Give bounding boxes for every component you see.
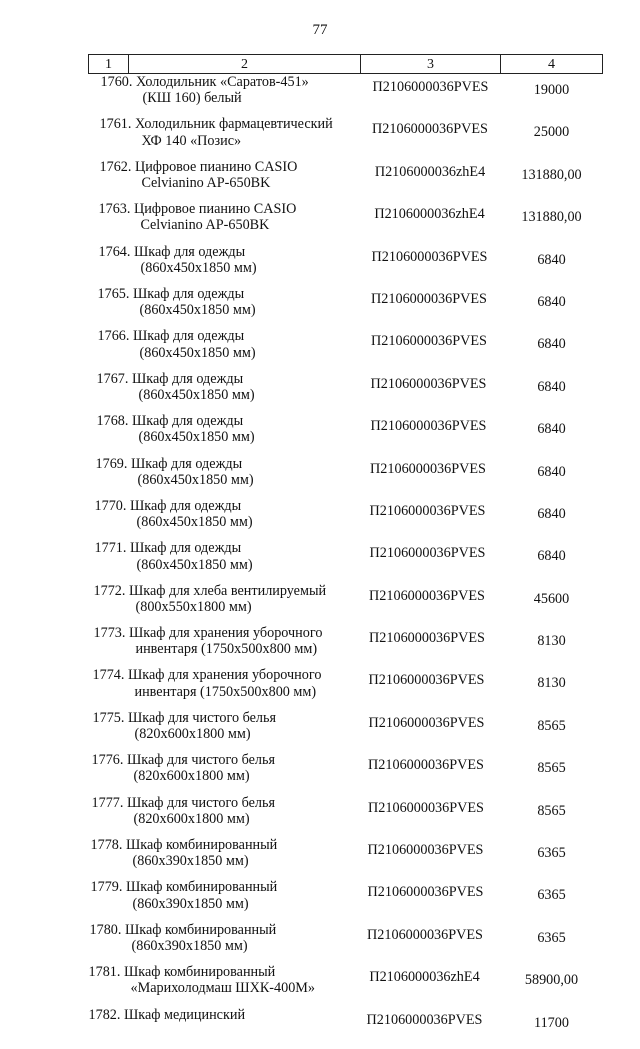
table-row <box>89 667 603 709</box>
item-code: П2106000036PVES <box>368 672 485 689</box>
table-row <box>89 879 603 921</box>
item-name-line-1: Шкаф комбинированный <box>125 837 278 854</box>
table-row <box>89 710 603 752</box>
row-number: 1766. <box>97 328 130 345</box>
item-name-line-2: «Марихолодмаш ШХК-400М» <box>130 980 316 997</box>
item-name-cell <box>89 244 361 286</box>
item-name-cell <box>89 201 361 243</box>
item-name-line-1: Шкаф для хранения уборочного <box>127 667 322 684</box>
item-name-line-2: (820x600x1800 мм) <box>134 726 251 743</box>
item-name-line-1: Шкаф для чистого белья <box>126 752 276 769</box>
item-name-cell <box>89 837 361 879</box>
item-code: П2106000036PVES <box>371 290 487 307</box>
item-name-cell <box>89 879 361 921</box>
item-name-cell <box>89 116 361 158</box>
table-row <box>89 286 603 328</box>
item-code: П2106000036PVES <box>369 587 485 604</box>
item-code: П2106000036PVES <box>369 545 486 562</box>
row-number: 1775. <box>92 709 125 726</box>
table-row <box>89 371 603 413</box>
item-name-cell <box>89 159 361 201</box>
row-number: 1778. <box>90 837 123 854</box>
table-row <box>89 456 603 498</box>
item-name-line-1: Холодильник фармацевтический <box>134 116 333 133</box>
item-code: П2106000036PVES <box>368 757 484 774</box>
row-number: 1780. <box>89 921 122 938</box>
table-body <box>89 74 603 1049</box>
item-code: П2106000036PVES <box>371 248 488 265</box>
item-price: 6840 <box>537 548 566 565</box>
item-code: П2106000036PVES <box>367 884 484 901</box>
table-row <box>89 201 603 243</box>
item-name-cell <box>89 795 361 837</box>
row-number: 1764. <box>98 243 131 260</box>
row-number: 1769. <box>95 455 128 472</box>
item-name-line-2: (860x450x1850 мм) <box>136 514 253 531</box>
row-number: 1768. <box>96 413 129 430</box>
item-name-line-2: (КШ 160) белый <box>142 90 242 107</box>
item-name-cell <box>89 667 361 709</box>
item-name-line-2: (800x550x1800 мм) <box>135 598 252 615</box>
row-number: 1777. <box>91 794 124 811</box>
item-name-line-1: Шкаф для одежды <box>129 497 242 514</box>
item-name-line-2: (860x390x1850 мм) <box>132 895 249 912</box>
item-code: П2106000036zhE4 <box>374 163 486 180</box>
item-price: 131880,00 <box>521 209 582 226</box>
table-row <box>89 752 603 794</box>
item-name-cell <box>89 371 361 413</box>
item-code: П2106000036PVES <box>372 79 489 95</box>
item-price: 6840 <box>537 378 566 395</box>
row-number: 1781. <box>88 964 121 981</box>
item-code: П2106000036PVES <box>368 799 484 816</box>
item-code: П2106000036zhE4 <box>369 969 480 986</box>
row-number: 1774. <box>92 667 125 684</box>
item-name-cell <box>89 710 361 752</box>
item-price: 58900,00 <box>524 972 579 989</box>
item-price: 6840 <box>537 293 566 310</box>
item-name-cell <box>89 752 361 794</box>
item-name-line-1: Шкаф комбинированный <box>124 921 277 938</box>
item-name-line-2: (820x600x1800 мм) <box>133 768 250 785</box>
table-row <box>89 625 603 667</box>
header-col-4: 4 <box>501 55 603 74</box>
item-code: П2106000036PVES <box>369 630 485 647</box>
item-name-line-2: (860x450x1850 мм) <box>138 429 255 446</box>
item-price: 6840 <box>537 421 566 438</box>
row-number: 1763. <box>98 201 131 218</box>
item-name-cell <box>89 74 361 117</box>
item-code: П2106000036PVES <box>370 375 487 392</box>
item-price: 6365 <box>537 929 566 946</box>
item-name-line-2: (860x390x1850 мм) <box>131 938 248 955</box>
table-row <box>89 244 603 286</box>
table-row <box>89 498 603 540</box>
row-number: 1767. <box>96 370 129 387</box>
item-price: 6840 <box>537 463 566 480</box>
item-name-line-2: (860x450x1850 мм) <box>136 556 253 573</box>
table-row <box>89 922 603 964</box>
item-name-line-1: Шкаф для одежды <box>132 285 245 302</box>
item-code: П2106000036PVES <box>370 418 487 435</box>
item-name-line-1: Цифровое пианино CASIO <box>133 201 297 218</box>
item-name-cell <box>89 583 361 625</box>
table-row <box>89 328 603 370</box>
item-name-line-2: (860x450x1850 мм) <box>137 471 254 488</box>
item-name-line-1: Шкаф комбинированный <box>123 964 276 981</box>
row-number: 1779. <box>90 879 123 896</box>
item-name-line-2: инвентаря (1750x500x800 мм) <box>134 683 317 700</box>
row-number: 1761. <box>99 116 132 133</box>
item-name-line-1: Шкаф для одежды <box>129 540 242 557</box>
item-code: П2106000036PVES <box>370 460 486 477</box>
item-name-line-2: инвентаря (1750x500x800 мм) <box>135 641 318 658</box>
item-name-line-2: (860x390x1850 мм) <box>132 853 249 870</box>
item-price: 6365 <box>537 887 566 904</box>
item-name-line-2: (860x450x1850 мм) <box>140 259 257 276</box>
item-name-cell <box>89 498 361 540</box>
row-number: 1771. <box>94 540 127 557</box>
item-price: 11700 <box>534 1014 569 1031</box>
item-price: 6365 <box>537 845 566 862</box>
item-name-line-1: Шкаф комбинированный <box>125 879 278 896</box>
row-number: 1772. <box>93 582 126 599</box>
row-number: 1762. <box>99 158 132 175</box>
inventory-table <box>88 54 603 1049</box>
table-row <box>89 413 603 455</box>
item-name-cell <box>89 1007 361 1049</box>
row-number: 1773. <box>93 625 126 642</box>
item-code: П2106000036PVES <box>371 333 487 350</box>
item-name-cell <box>89 328 361 370</box>
item-name-cell <box>89 456 361 498</box>
item-name-line-1: Шкаф медицинский <box>123 1006 246 1023</box>
item-name-line-1: Шкаф для одежды <box>133 243 246 260</box>
table-row <box>89 116 603 158</box>
item-price: 6840 <box>537 336 566 353</box>
row-number: 1765. <box>97 285 130 302</box>
item-name-line-1: Холодильник «Саратов-451» <box>135 74 309 90</box>
item-name-line-1: Шкаф для хлеба вентилируемый <box>128 582 327 599</box>
table-header <box>89 55 603 74</box>
item-price: 6840 <box>537 251 566 268</box>
item-name-line-1: Цифровое пианино CASIO <box>134 158 298 175</box>
item-price: 8565 <box>537 717 566 734</box>
row-number: 1782. <box>88 1006 121 1023</box>
table-row <box>89 583 603 625</box>
row-number: 1770. <box>94 497 127 514</box>
row-number: 1776. <box>91 752 124 769</box>
item-price: 8130 <box>537 675 566 692</box>
header-col-1: 1 <box>89 55 129 74</box>
table-row <box>89 159 603 201</box>
header-col-3: 3 <box>361 55 501 74</box>
item-name-line-1: Шкаф для одежды <box>131 413 244 430</box>
item-code: П2106000036PVES <box>366 1011 483 1028</box>
item-name-cell <box>89 413 361 455</box>
item-code: П2106000036PVES <box>367 842 484 859</box>
item-price: 45600 <box>533 590 570 607</box>
header-col-2: 2 <box>129 55 361 74</box>
item-price: 131880,00 <box>521 166 582 183</box>
table-row <box>89 1007 603 1049</box>
item-price: 8565 <box>537 760 566 777</box>
item-name-line-1: Шкаф для чистого белья <box>126 794 276 811</box>
item-name-line-1: Шкаф для одежды <box>130 455 243 472</box>
item-name-line-1: Шкаф для хранения уборочного <box>128 625 323 642</box>
item-price: 25000 <box>533 124 570 141</box>
table-row <box>89 74 603 117</box>
item-name-cell <box>89 922 361 964</box>
item-code: П2106000036PVES <box>372 121 488 138</box>
item-name-line-1: Шкаф для чистого белья <box>127 709 277 726</box>
item-price: 6840 <box>537 505 566 522</box>
row-number: 1760. <box>100 74 133 90</box>
item-code: П2106000036PVES <box>368 714 485 731</box>
item-name-cell <box>89 625 361 667</box>
item-price: 19000 <box>533 82 570 98</box>
item-price: 8565 <box>537 802 566 819</box>
item-code: П2106000036PVES <box>369 502 486 519</box>
table-row <box>89 837 603 879</box>
item-name-line-2: Celvianino AP-650BK <box>140 217 270 234</box>
item-name-line-2: (860x450x1850 мм) <box>139 302 256 319</box>
item-name-line-2: (860x450x1850 мм) <box>139 344 256 361</box>
item-code: П2106000036PVES <box>367 926 483 943</box>
item-name-line-2: ХФ 140 «Позис» <box>141 132 242 149</box>
item-name-line-1: Шкаф для одежды <box>131 370 244 387</box>
table-row <box>89 540 603 582</box>
item-name-line-1: Шкаф для одежды <box>132 328 245 345</box>
item-name-line-2: Celvianino AP-650BK <box>141 174 271 191</box>
item-name-line-2: (820x600x1800 мм) <box>133 810 250 827</box>
item-code: П2106000036zhE4 <box>374 206 485 223</box>
table-row <box>89 964 603 1006</box>
item-name-cell <box>89 964 361 1006</box>
item-name-cell <box>89 540 361 582</box>
page-number: 77 <box>312 22 328 38</box>
table-row <box>89 795 603 837</box>
item-name-cell <box>89 286 361 328</box>
item-price: 8130 <box>537 633 566 650</box>
item-name-line-2: (860x450x1850 мм) <box>138 386 255 403</box>
